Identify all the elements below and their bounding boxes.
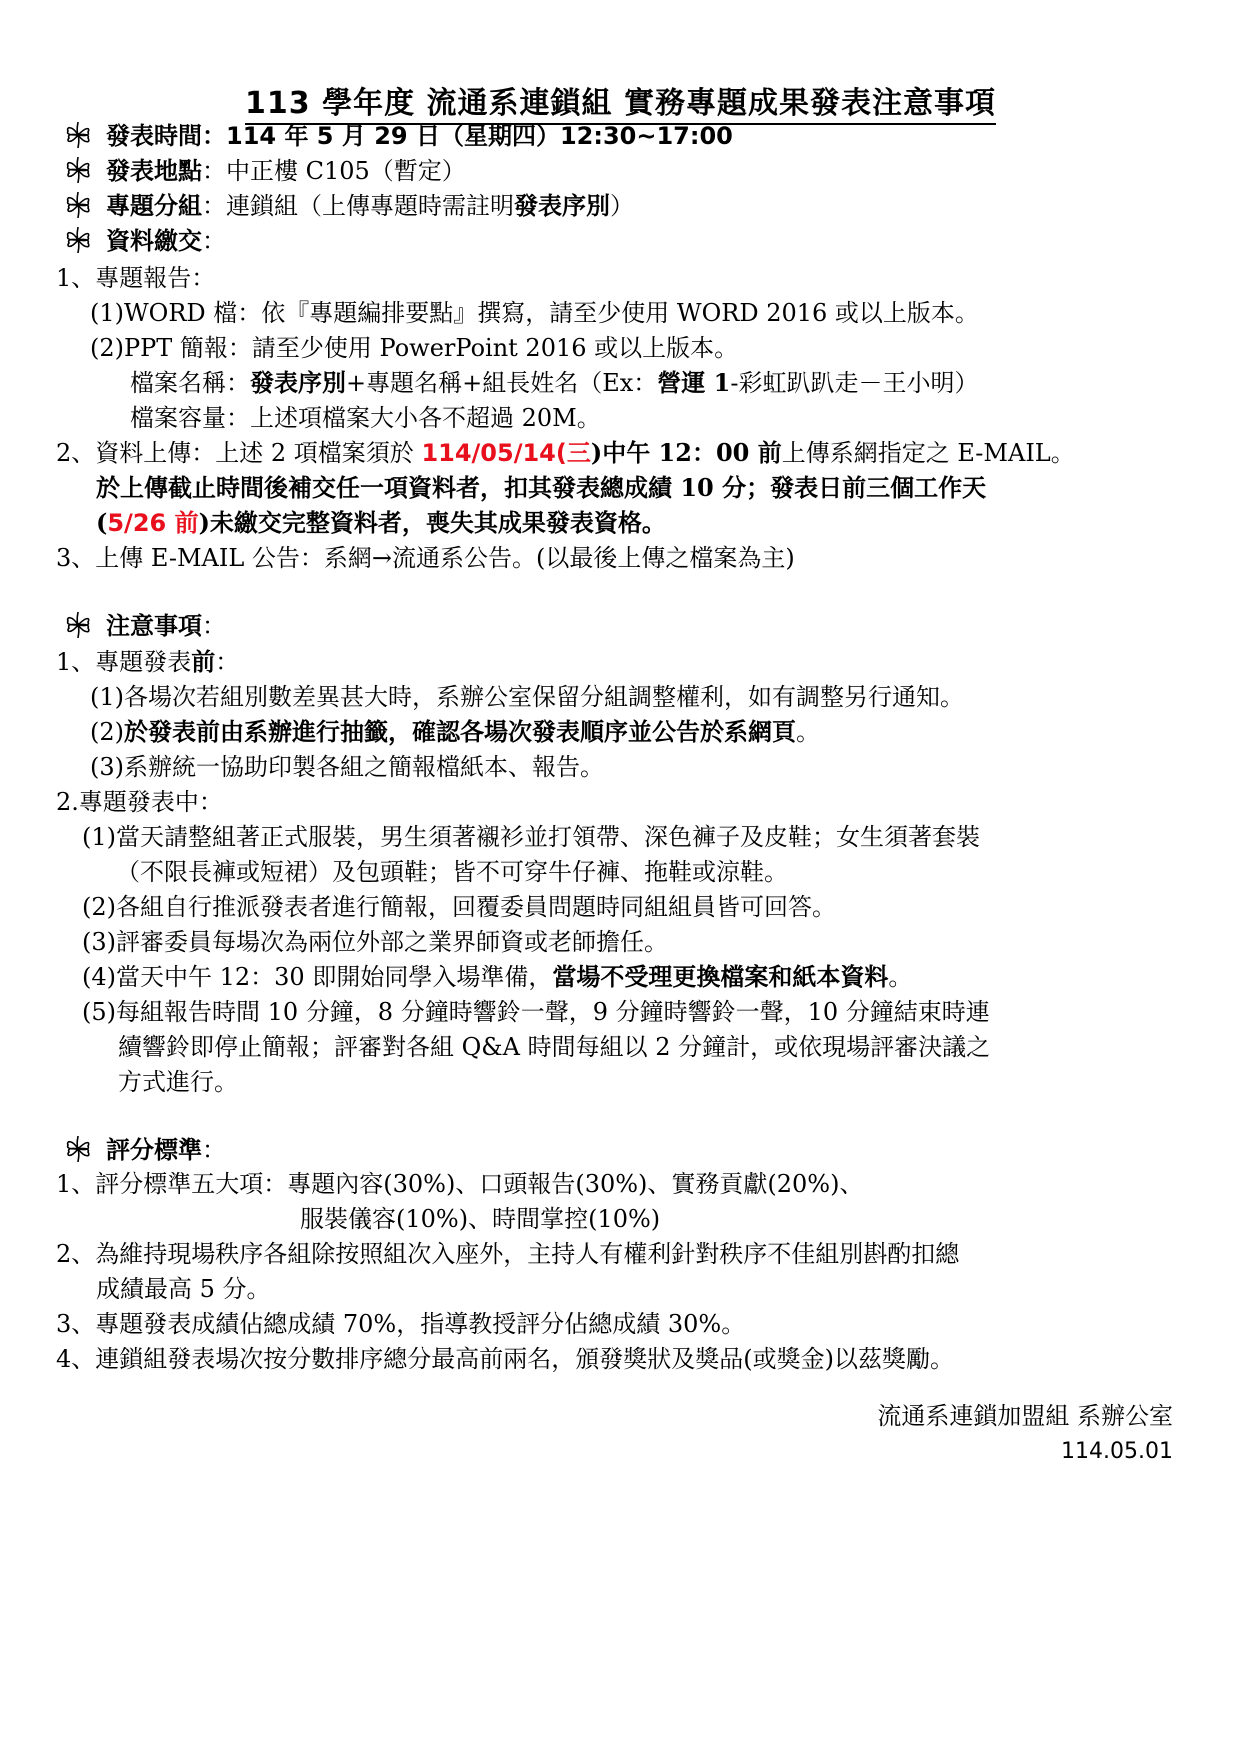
- submit-item-1-2: (2)PPT 簡報：請至少使用 PowerPoint 2016 或以上版本。: [90, 334, 739, 362]
- submit-item-3: 3、上傳 E-MAIL 公告：系網→流通系公告。(以最後上傳之檔案為主): [56, 544, 795, 572]
- notes-item-1-colon: ：: [215, 648, 240, 676]
- time-value: ：114 年 5 月 29 日（星期四）12:30~17:00: [202, 122, 733, 150]
- file-size-rule: 檔案容量：上述項檔案大小各不超過 20M。: [130, 404, 601, 432]
- ornamental-flower-icon: [64, 226, 92, 254]
- place-value: ：中正樓 C105（暫定）: [202, 157, 466, 185]
- disqualification-rule: )未繳交完整資料者，喪失其成果發表資格。: [198, 508, 666, 537]
- info-submit: [64, 225, 226, 257]
- notes-item-2-4-text: (4)當天中午 12：30 即開始同學入場準備，: [82, 963, 553, 991]
- file-name-format: +專題名稱+組長姓名（Ex：: [346, 369, 658, 397]
- notes-heading: [64, 610, 226, 642]
- notes-item-2-5: (5)每組報告時間 10 分鐘，8 分鐘時響鈴一聲，9 分鐘時響鈴一聲，10 分鐘結束時連: [82, 998, 990, 1026]
- info-group: [64, 190, 634, 222]
- notes-item-2-5-cont2: 方式進行。: [118, 1068, 238, 1096]
- upload-text: 2、資料上傳：上述 2 項檔案須於: [56, 439, 422, 467]
- ornamental-flower-icon: [64, 611, 92, 639]
- ornamental-flower-icon: [64, 121, 92, 149]
- scoring-item-2-cont: 成績最高 5 分。: [96, 1275, 271, 1303]
- ornamental-flower-icon: [64, 1135, 92, 1163]
- notes-item-1-3: (3)系辦統一協助印製各組之簡報檔紙本、報告。: [90, 753, 604, 781]
- info-place: [64, 155, 466, 187]
- issuing-office: 流通系連鎖加盟組 系辦公室: [877, 1402, 1173, 1430]
- late-penalty-cont: [96, 507, 666, 539]
- notes-item-2-1-cont: （不限長褲或短裙）及包頭鞋；皆不可穿牛仔褲、拖鞋或涼鞋。: [116, 858, 788, 886]
- submit-label: 資料繳交: [106, 226, 202, 255]
- notes-item-1-text: 1、專題發表: [56, 648, 192, 676]
- late-penalty: 於上傳截止時間後補交任一項資料者，扣其發表總成績 10 分；發表日前三個工作天: [96, 473, 987, 502]
- file-name-order: 發表序別: [250, 368, 346, 397]
- upload-deadline-time: )中午 12：00 前: [590, 438, 782, 467]
- notes-item-2-4-emphasis: 當場不受理更換檔案和紙本資料: [552, 962, 889, 991]
- notes-item-1-2-text: 於發表前由系辦進行抽籤，確認各場次發表順序並公告於系網頁: [124, 717, 796, 746]
- info-time: [64, 120, 733, 152]
- group-label: 專題分組: [106, 191, 202, 220]
- submit-colon: ：: [202, 227, 226, 255]
- notes-item-2-2: (2)各組自行推派發表者進行簡報，回覆委員問題時同組組員皆可回答。: [82, 893, 836, 921]
- scoring-item-3: 3、專題發表成績佔總成績 70%，指導教授評分佔總成績 30%。: [56, 1310, 746, 1338]
- ornamental-flower-icon: [64, 191, 92, 219]
- notes-item-2-4: [82, 961, 912, 993]
- file-name-label: 檔案名稱：: [130, 369, 250, 397]
- scoring-heading-colon: ：: [202, 1136, 226, 1164]
- group-value: ：連鎖組（上傳專題時需註明: [202, 192, 514, 220]
- submit-item-2: [56, 437, 1075, 469]
- paren-open: (: [96, 508, 108, 537]
- place-label: 發表地點: [106, 156, 202, 185]
- scoring-heading: [64, 1134, 226, 1166]
- notes-item-1-1: (1)各場次若組別數差異甚大時，系辦公室保留分組調整權利，如有調整另行通知。: [90, 683, 964, 711]
- submit-item-1-1: (1)WORD 檔：依『專題編排要點』撰寫，請至少使用 WORD 2016 或以上版本。: [90, 299, 979, 327]
- scoring-item-1-cont: 服裝儀容(10%)、時間掌控(10%): [300, 1205, 661, 1233]
- file-name-rule: [130, 367, 978, 399]
- file-name-example: -彩虹趴趴走－王小明）: [730, 369, 979, 397]
- notes-item-1-2-num: (2): [90, 718, 124, 746]
- notes-item-2-3: (3)評審委員每場次為兩位外部之業界師資或老師擔任。: [82, 928, 668, 956]
- upload-destination: 上傳系網指定之 E-MAIL。: [781, 439, 1075, 467]
- ornamental-flower-icon: [64, 156, 92, 184]
- time-label: 發表時間: [106, 121, 202, 150]
- notes-item-2-5-cont: 續響鈴即停止簡報；評審對各組 Q&A 時間每組以 2 分鐘計，或依現場評審決議之: [118, 1033, 991, 1061]
- notes-item-1-2-end: 。: [796, 718, 820, 746]
- submit-item-1: 1、專題報告：: [56, 264, 216, 292]
- notes-item-1-emphasis: 前: [191, 647, 216, 676]
- notes-item-1-2: [90, 716, 820, 748]
- notes-heading-colon: ：: [202, 612, 226, 640]
- issue-date: 114.05.01: [1061, 1439, 1173, 1464]
- scoring-heading-label: 評分標準: [106, 1135, 202, 1164]
- group-order-emphasis: 發表序別: [514, 191, 610, 220]
- page-title: 113 學年度 流通系連鎖組 實務專題成果發表注意事項: [0, 78, 1241, 122]
- notes-item-2-4-end: 。: [888, 963, 913, 991]
- scoring-item-2: 2、為維持現場秩序各組除按照組次入座外，主持人有權利針對秩序不佳組別斟酌扣總: [56, 1240, 960, 1268]
- group-value-end: ）: [610, 192, 634, 220]
- notes-item-2-1: (1)當天請整組著正式服裝，男生須著襯衫並打領帶、深色褲子及皮鞋；女生須著套裝: [82, 823, 980, 851]
- upload-deadline-date: 114/05/14(三: [421, 439, 591, 467]
- scoring-item-1: 1、評分標準五大項：專題內容(30%)、口頭報告(30%)、實務貢獻(20%)、: [56, 1170, 864, 1198]
- final-deadline: 5/26 前: [107, 509, 199, 537]
- file-name-example-id: 營運 1: [657, 368, 731, 397]
- notes-item-1: [56, 646, 239, 678]
- notes-item-2: 2.專題發表中：: [56, 788, 223, 816]
- notes-heading-label: 注意事項: [106, 611, 202, 640]
- scoring-item-4: 4、連鎖組發表場次按分數排序總分最高前兩名，頒發獎狀及獎品(或獎金)以茲獎勵。: [56, 1345, 954, 1373]
